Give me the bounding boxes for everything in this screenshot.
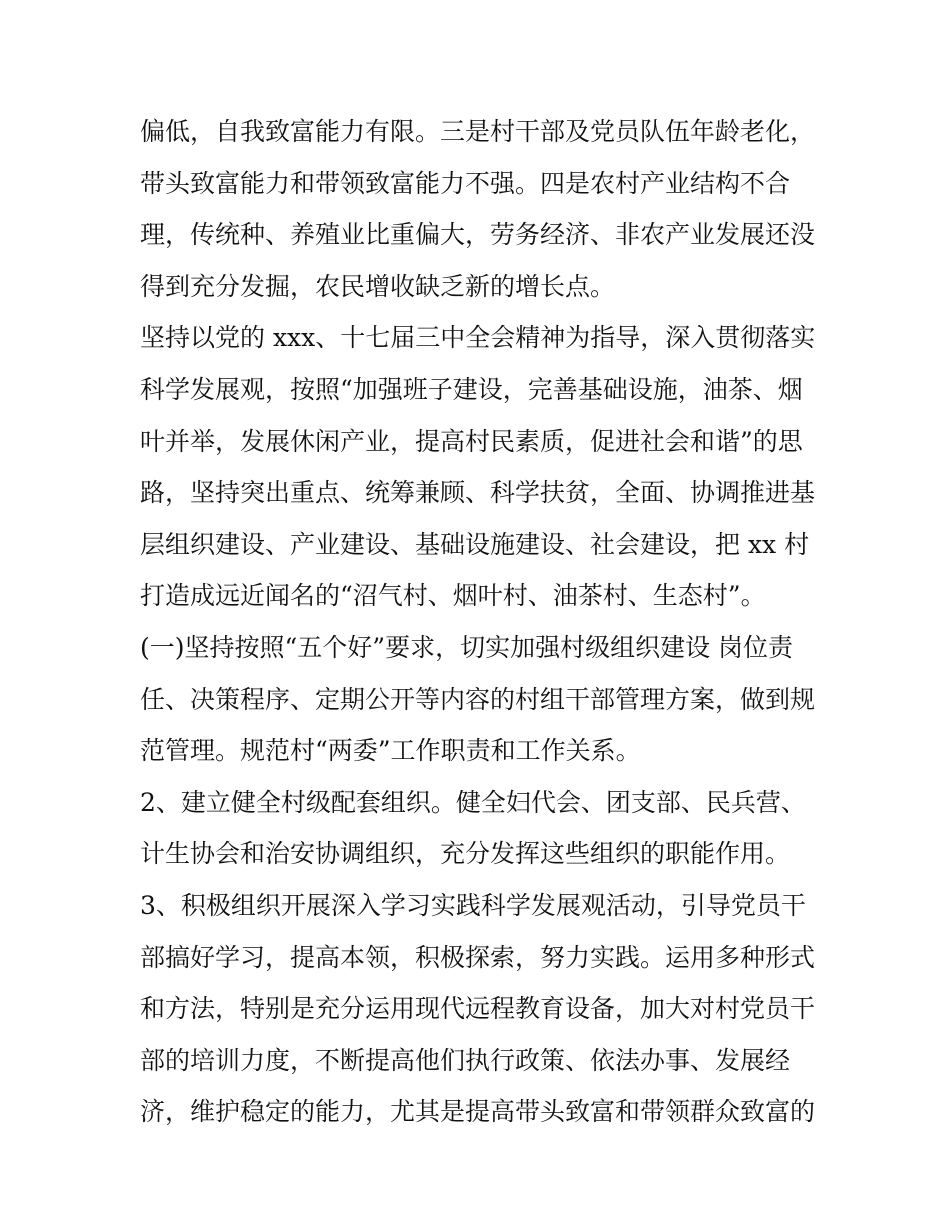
text-line: 济，维护稳定的能力，尤其是提高带头致富和带领群众致富的 — [140, 1097, 816, 1127]
text-line: 3、积极组织开展深入学习实践科学发展观活动，引导党员干 — [140, 890, 806, 920]
text-line: 范管理。规范村“两委”工作职责和工作关系。 — [140, 736, 641, 766]
text-line: 部搞好学习，提高本领，积极探索，努力实践。运用多种形式 — [140, 942, 816, 972]
text-line: 科学发展观，按照“加强班子建设，完善基础设施，油茶、烟 — [140, 374, 803, 404]
text-line: 得到充分发掘，农民增收缺乏新的增长点。 — [140, 271, 616, 301]
text-line: 理，传统种、养殖业比重偏大，劳务经济、非农产业发展还没 — [140, 220, 816, 250]
document-body — [140, 106, 820, 1138]
text-line: 部的培训力度，不断提高他们执行政策、依法办事、发展经 — [140, 1045, 791, 1075]
text-line: 计生协会和治安协调组织，充分发挥这些组织的职能作用。 — [140, 839, 791, 869]
text-line: 2、建立健全村级配套组织。健全妇代会、团支部、民兵营、 — [140, 787, 806, 817]
text-line: 打造成远近闻名的“沼气村、烟叶村、油茶村、生态村”。 — [140, 581, 766, 611]
text-line: 任、决策程序、定期公开等内容的村组干部管理方案，做到规 — [140, 684, 816, 714]
text-line: (一)坚持按照“五个好”要求，切实加强村级组织建设 岗位责 — [140, 632, 794, 662]
text-line: 和方法，特别是充分运用现代远程教育设备，加大对村党员干 — [140, 994, 816, 1024]
text-line: 层组织建设、产业建设、基础设施建设、社会建设，把 xx 村 — [140, 529, 810, 559]
text-line: 偏低，自我致富能力有限。三是村干部及党员队伍年龄老化， — [140, 117, 816, 146]
text-line: 叶并举，发展休闲产业，提高村民素质，促进社会和谐”的思 — [140, 426, 803, 456]
text-line: 路，坚持突出重点、统筹兼顾、科学扶贫，全面、协调推进基 — [140, 478, 816, 508]
text-line: 坚持以党的 xxx、十七届三中全会精神为指导，深入贯彻落实 — [140, 323, 816, 353]
text-line: 带头致富能力和带领致富能力不强。四是农村产业结构不合 — [140, 168, 791, 198]
